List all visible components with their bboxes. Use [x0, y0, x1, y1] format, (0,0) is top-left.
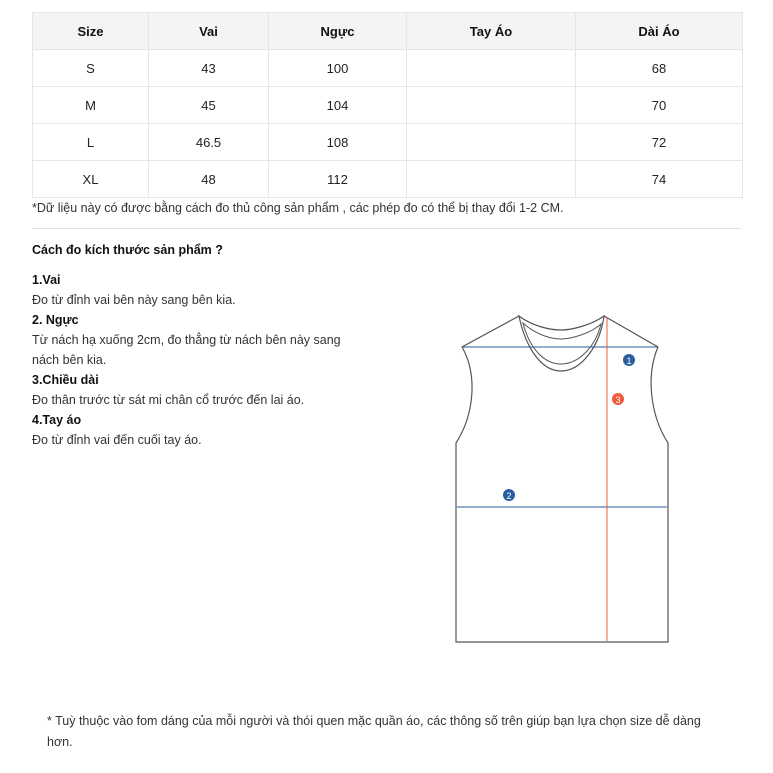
guide-title: Cách đo kích thước sản phẩm ?	[32, 243, 223, 257]
marker-3-label: 3	[615, 395, 621, 405]
table-cell: 72	[576, 124, 743, 161]
measurement-note: *Dữ liệu này có được bằng cách đo thủ công sản phẩm , các phép đo có thể bị thay đổi 1-2 CM.	[32, 201, 564, 215]
table-cell: L	[33, 124, 149, 161]
collar-inner	[523, 323, 601, 364]
table-cell: 104	[269, 87, 407, 124]
marker-2-label: 2	[506, 491, 512, 501]
guide-text: Đo từ đỉnh vai bên này sang bên kia.	[32, 293, 236, 307]
table-cell: 48	[149, 161, 269, 198]
col-header: Size	[33, 13, 149, 50]
table-cell: 43	[149, 50, 269, 87]
table-cell: 45	[149, 87, 269, 124]
shirt-outline	[456, 316, 668, 642]
guide-heading: 3.Chiều dài	[32, 373, 99, 387]
col-header: Ngực	[269, 13, 407, 50]
table-cell: 68	[576, 50, 743, 87]
table-cell: 74	[576, 161, 743, 198]
table-cell: M	[33, 87, 149, 124]
guide-text: Từ nách hạ xuống 2cm, đo thẳng từ nách bên này sang	[32, 333, 341, 347]
table-cell: 112	[269, 161, 407, 198]
collar-outer	[519, 316, 604, 371]
guide-heading: 2. Ngực	[32, 313, 79, 327]
marker-1-label: 1	[626, 356, 632, 366]
guide-heading: 1.Vai	[32, 273, 61, 287]
footer-note: * Tuỳ thuộc vào fom dáng của mỗi người và thói quen mặc quần áo, các thông số trên giúp bạn lựa chọn size dễ dàng hơn.	[47, 714, 701, 749]
col-header: Vai	[149, 13, 269, 50]
guide-text: Đo thân trước từ sát mi chân cổ trước đến lai áo.	[32, 393, 305, 407]
guide-text: nách bên kia.	[32, 353, 107, 367]
table-cell: XL	[33, 161, 149, 198]
table-cell: 70	[576, 87, 743, 124]
guide-text: Đo từ đỉnh vai đến cuối tay áo.	[32, 433, 202, 447]
table-cell: 108	[269, 124, 407, 161]
col-header: Tay Áo	[407, 13, 576, 50]
table-cell: S	[33, 50, 149, 87]
col-header: Dài Áo	[576, 13, 743, 50]
guide-heading: 4.Tay áo	[32, 413, 82, 427]
table-cell: 46.5	[149, 124, 269, 161]
table-cell: 100	[269, 50, 407, 87]
